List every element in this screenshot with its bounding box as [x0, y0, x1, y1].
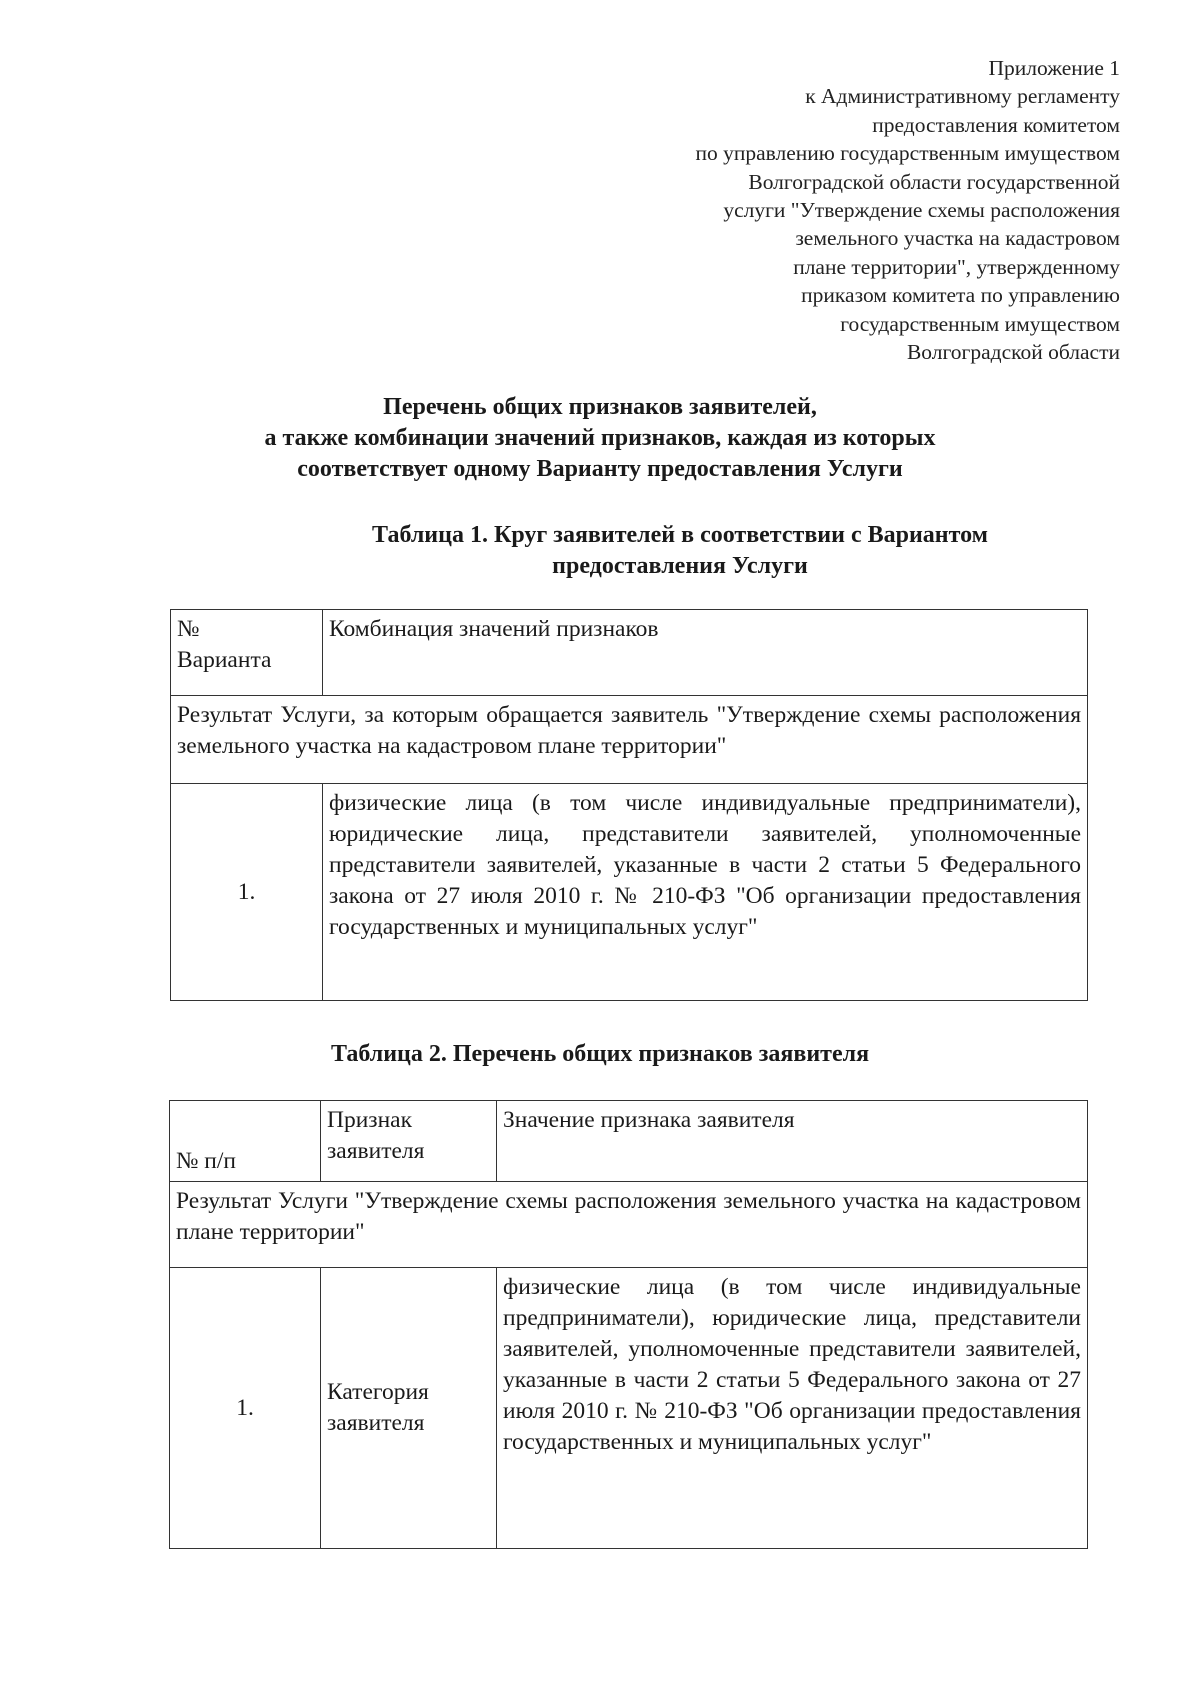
table2-applicant-attributes [169, 1100, 1088, 1549]
header-text: Признак [327, 1107, 413, 1133]
section-cell: Результат Услуги, за которым обращается заявитель "Утверждение схемы расположения земельного участка на кадастровом плане территории" [171, 696, 1088, 784]
row-attribute-cell [321, 1268, 497, 1549]
header-cell-variant-number [171, 610, 323, 696]
header-cell-combination: Комбинация значений признаков [323, 610, 1088, 696]
row-number-cell: 1. [171, 784, 323, 1001]
table-row [171, 784, 1088, 1001]
header-cell-value: Значение признака заявителя [497, 1101, 1088, 1182]
appendix-line: Приложение 1 [988, 56, 1120, 80]
row-value-cell: физические лица (в том числе индивидуальные предприниматели), юридические лица, представители заявителей, уполномоченные представители заявителей, указанные в части 2 статьи 5 Федерального закона от 27 июля 2010 г. № 210-ФЗ "Об организации предоставления государственных и муниципальных услуг" [497, 1268, 1088, 1549]
table-section-row [170, 1182, 1088, 1268]
table-header-row [170, 1101, 1088, 1182]
appendix-line: к Административному регламенту [805, 84, 1120, 109]
row-text-cell: физические лица (в том числе индивидуальные предприниматели), юридические лица, представители заявителей, уполномоченные представители заявителей, указанные в части 2 статьи 5 Федерального закона от 27 июля 2010 г. № 210-ФЗ "Об организации предоставления государственных и муниципальных услуг" [323, 784, 1088, 1001]
table-row [170, 1268, 1088, 1549]
document-title [0, 392, 1200, 485]
appendix-line: Волгоградской области государственной [748, 169, 1120, 194]
attribute-text: заявителя [327, 1410, 425, 1436]
appendix-line: государственным имуществом [840, 311, 1120, 336]
appendix-line: услуги "Утверждение схемы расположения [723, 198, 1120, 223]
header-cell-attribute [321, 1101, 497, 1182]
caption-line: предоставления Услуги [552, 553, 808, 579]
appendix-line: по управлению государственным имуществом [695, 141, 1120, 166]
table1-caption [300, 520, 1060, 582]
appendix-line: плане территории", утвержденному [793, 254, 1120, 279]
title-line: а также комбинации значений признаков, каждая из которых [264, 425, 936, 451]
header-text: № [177, 616, 200, 642]
caption-line: Таблица 1. Круг заявителей в соответствии с Вариантом [372, 522, 988, 548]
title-line: соответствует одному Варианту предоставления Услуги [297, 456, 903, 482]
header-text: заявителя [327, 1138, 425, 1164]
header-cell-number: № п/п [170, 1101, 321, 1182]
table-section-row [171, 696, 1088, 784]
table-header-row [171, 610, 1088, 696]
attribute-text: Категория [327, 1379, 429, 1405]
table1-applicant-variants [170, 609, 1088, 1001]
section-cell: Результат Услуги "Утверждение схемы расположения земельного участка на кадастровом плане территории" [170, 1182, 1088, 1268]
title-line: Перечень общих признаков заявителей, [383, 394, 817, 420]
appendix-line: земельного участка на кадастровом [795, 226, 1120, 251]
appendix-header [560, 54, 1120, 366]
appendix-line: Волгоградской области [906, 340, 1120, 365]
table2-caption: Таблица 2. Перечень общих признаков заявителя [330, 1041, 870, 1067]
appendix-line: предоставления комитетом [872, 112, 1120, 137]
row-number-cell: 1. [170, 1268, 321, 1549]
header-text: Варианта [177, 647, 272, 673]
appendix-line: приказом комитета по управлению [801, 283, 1120, 308]
